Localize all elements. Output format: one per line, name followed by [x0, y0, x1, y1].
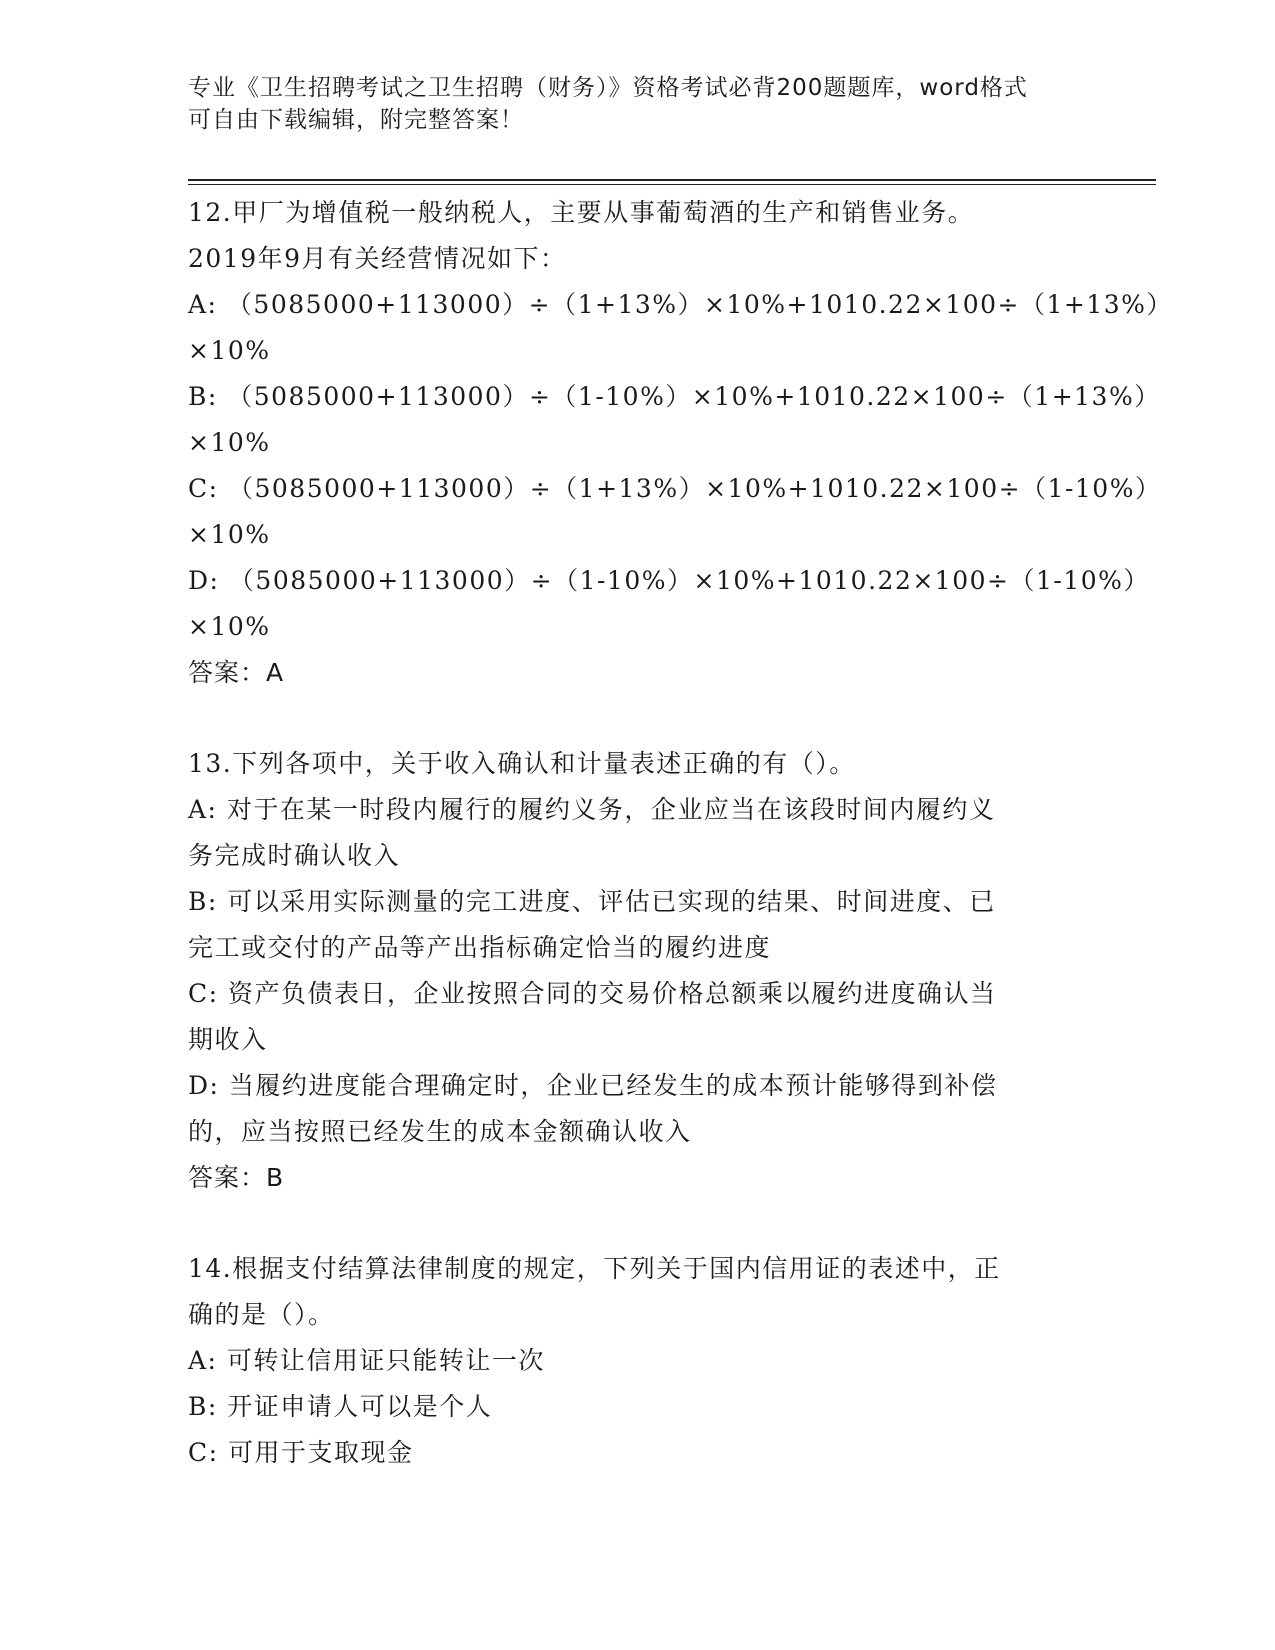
- question-14-option-b: B: 开证申请人可以是个人: [188, 1392, 493, 1421]
- question-14-option-a: A: 可转让信用证只能转让一次: [188, 1346, 545, 1375]
- question-13-option-a-cont: 务完成时确认收入: [188, 841, 401, 870]
- question-12-stem: 12.甲厂为增值税一般纳税人，主要从事葡萄酒的生产和销售业务。: [188, 198, 975, 227]
- question-14-stem: 14.根据支付结算法律制度的规定，下列关于国内信用证的表述中，正: [188, 1254, 1001, 1283]
- question-spacer: [188, 1201, 1078, 1246]
- question-13-stem: 13.下列各项中，关于收入确认和计量表述正确的有（）。: [188, 749, 856, 778]
- question-14-option-c: C: 可用于支取现金: [188, 1438, 414, 1467]
- question-12: [188, 190, 1173, 696]
- question-13-option-c: C: 资产负债表日，企业按照合同的交易价格总额乘以履约进度确认当: [188, 979, 997, 1008]
- question-13-option-a: A: 对于在某一时段内履行的履约义务，企业应当在该段时间内履约义: [188, 795, 996, 824]
- question-12-option-a-cont: ×10%: [188, 336, 271, 365]
- question-13-option-c-cont: 期收入: [188, 1025, 268, 1054]
- header-line-1: 专业《卫生招聘考试之卫生招聘（财务）》资格考试必背200题题库，word格式: [188, 75, 1028, 101]
- question-12-option-d: D: （5085000+113000）÷（1-10%）×10%+1010.22×100÷（1-10%）: [188, 566, 1150, 595]
- question-12-option-c: C: （5085000+113000）÷（1+13%）×10%+1010.22×100÷（1-10%）: [188, 474, 1162, 503]
- question-13-option-d: D: 当履约进度能合理确定时，企业已经发生的成本预计能够得到补偿: [188, 1071, 998, 1100]
- question-12-option-d-cont: ×10%: [188, 612, 271, 641]
- document-header: [188, 72, 1088, 136]
- question-12-option-c-cont: ×10%: [188, 520, 271, 549]
- question-13-option-d-cont: 的，应当按照已经发生的成本金额确认收入: [188, 1117, 692, 1146]
- question-14: [188, 1246, 1078, 1476]
- question-12-stem-cont: 2019年9月有关经营情况如下：: [188, 244, 567, 273]
- question-spacer: [188, 696, 1078, 741]
- question-12-option-a: A: （5085000+113000）÷（1+13%）×10%+1010.22×100÷（1+13%）: [188, 290, 1173, 319]
- question-14-stem-cont: 确的是（）。: [188, 1300, 335, 1329]
- question-13: [188, 741, 1078, 1201]
- header-line-2: 可自由下载编辑，附完整答案！: [188, 107, 524, 133]
- question-list: [188, 190, 1173, 1476]
- question-13-option-b-cont: 完工或交付的产品等产出指标确定恰当的履约进度: [188, 933, 772, 962]
- question-12-answer: 答案：A: [188, 658, 285, 687]
- question-13-option-b: B: 可以采用实际测量的完工进度、评估已实现的结果、时间进度、已: [188, 887, 996, 916]
- header-divider-thin: [188, 184, 1156, 185]
- question-12-option-b: B: （5085000+113000）÷（1-10%）×10%+1010.22×100÷（1+13%）: [188, 382, 1161, 411]
- question-12-option-b-cont: ×10%: [188, 428, 271, 457]
- question-13-answer: 答案：B: [188, 1163, 285, 1192]
- header-divider-thick: [188, 179, 1156, 181]
